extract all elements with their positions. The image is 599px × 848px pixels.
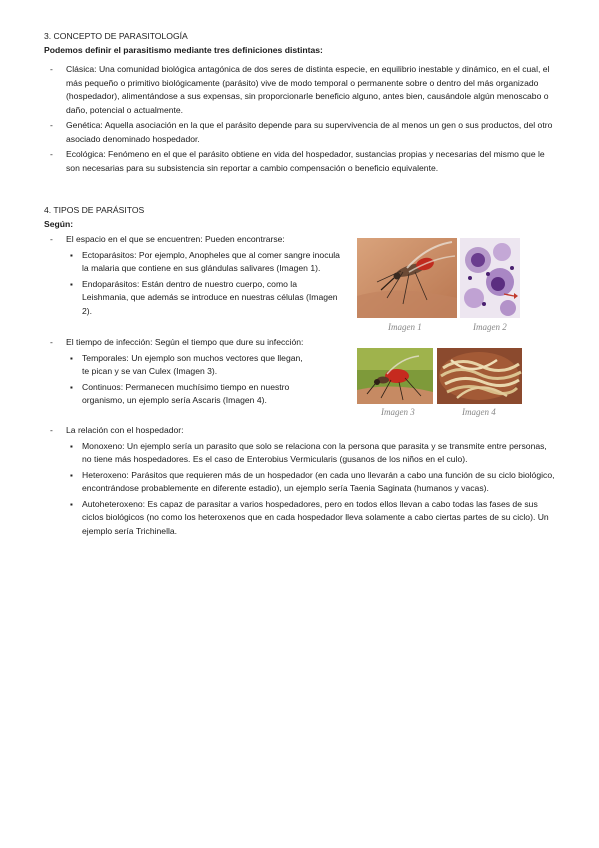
caption-imagen-4: Imagen 4 (462, 407, 496, 417)
mosquito-skin-photo-icon (357, 238, 457, 318)
caption-imagen-3: Imagen 3 (381, 407, 415, 417)
leishmania-micrograph-icon (460, 238, 520, 318)
relacion-list (66, 440, 556, 539)
section-4-heading: 4. TIPOS DE PARÁSITOS (44, 205, 145, 215)
monoxeno-item: ▪ Monoxeno: Un ejemplo sería un parasito que solo se relaciona con la persona que parasita y se transmite entre personas, no tiene más hospedadores. Es el caso de Enterobius Vermicularis (gusanos de los niños en el culo). (66, 440, 556, 467)
espacio-label: - El espacio en el que se encuentren: Pueden encontrarse: (44, 233, 344, 247)
definition-clasica: - Clásica: Una comunidad biológica antagónica de dos seres de distinta especie, en equilibrio inestable y dinámico, en el cual, el más pequeño o primitivo biológicamente (parásito) vive de modo temporal o permanente sobre o dentro del más organizado (hospedador), alimentándose a sus expensas, sin proporcionarle beneficio alguno, antes bien, causándole algún menoscabo o daño, potencial o actualmente. (44, 63, 556, 117)
relacion-label: - La relación con el hospedador: (44, 424, 556, 438)
section-3-heading: 3. CONCEPTO DE PARASITOLOGÍA (44, 31, 188, 41)
espacio-list (66, 249, 344, 319)
definition-ecologica: - Ecológica: Fenómeno en el que el parásito obtiene en vida del hospedador, sustancias propias y necesarias del mismo que le son necesarias para su subsistencia sin reportar a cambio compensación o beneficio equivalente. (44, 148, 556, 175)
section-3-intro: Podemos definir el parasitismo mediante tres definiciones distintas: (44, 44, 323, 55)
ectoparasitos-item: ▪ Ectoparásitos: Por ejemplo, Anopheles que al comer sangre inocula la malaria que contiene en sus glándulas salivares (Imagen 1). (66, 249, 344, 276)
section-4-header (44, 204, 556, 231)
tiempo-label: - El tiempo de infección: Según el tiempo que dure su infección: (44, 336, 306, 350)
tiempo-list (66, 352, 306, 408)
relacion-block (44, 424, 556, 538)
culex-mosquito-photo-icon (357, 348, 433, 404)
heteroxeno-item: ▪ Heteroxeno: Parásitos que requieren más de un hospedador (en cada uno llevarán a cabo una función de su ciclo biológico, encontrándose probablemente en diferente estadio), un ejemplo sería Taenia Saginata (humanos y vacas). (66, 469, 556, 496)
tiempo-block (44, 336, 306, 408)
autoheteroxeno-item: ▪ Autoheteroxeno: Es capaz de parasitar a varios hospedadores, pero en todos ellos llevan a cabo todas las fases de sus ciclos biológicos (no como los heteroxenos que en cada hospedador lleva solamente a cabo ciertas partes de su ciclo). Un ejemplo sería Trichinella. (66, 498, 556, 539)
section-3 (44, 30, 556, 175)
segun-label: Según: (44, 218, 74, 229)
ascaris-worms-photo-icon (437, 348, 522, 404)
caption-imagen-1: Imagen 1 (388, 322, 422, 332)
espacio-block (44, 233, 344, 318)
temporales-item: ▪ Temporales: Un ejemplo son muchos vectores que llegan, te pican y se van Culex (Imagen 3). (66, 352, 306, 379)
endoparasitos-item: ▪ Endoparásitos: Están dentro de nuestro cuerpo, como la Leishmania, que además se introduce en nuestras células (Imagen 2). (66, 278, 344, 319)
continuos-item: ▪ Continuos: Permanecen muchísimo tiempo en nuestro organismo, un ejemplo sería Ascaris (Imagen 4). (66, 381, 306, 408)
definition-genetica: - Genética: Aquella asociación en la que el parásito depende para su supervivencia de al menos un gen o sus productos, del otro asociado denominado hospedador. (44, 119, 556, 146)
caption-imagen-2: Imagen 2 (473, 322, 507, 332)
definitions-list (44, 63, 556, 175)
